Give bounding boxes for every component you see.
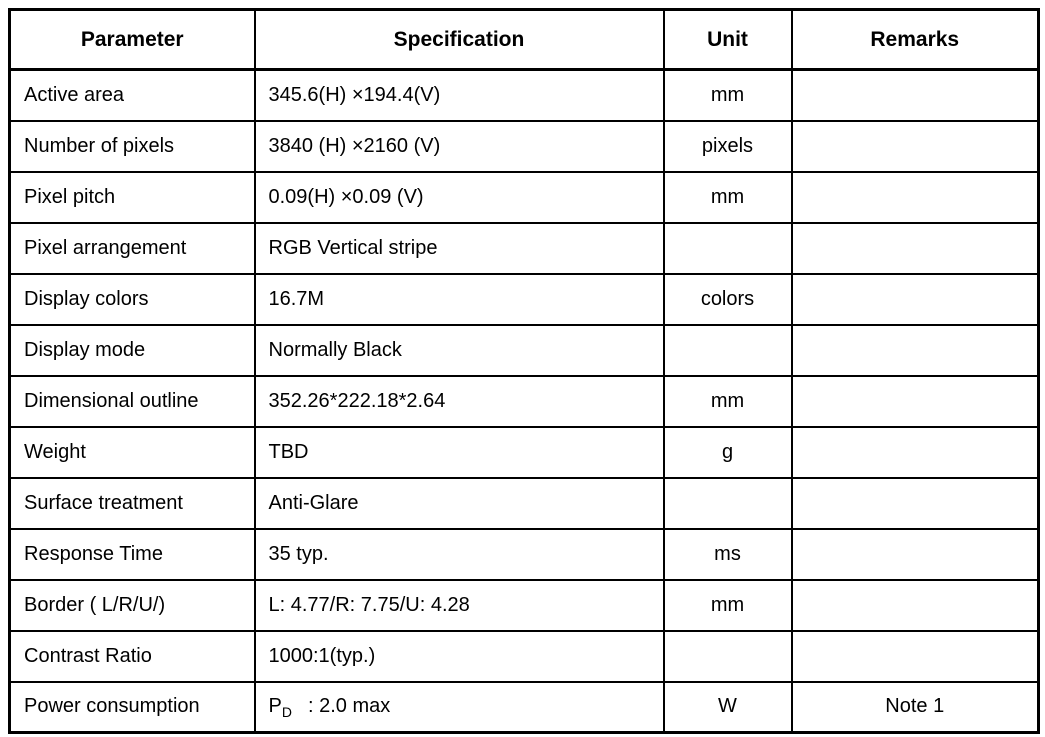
unit-cell: colors xyxy=(664,274,792,325)
specification-cell: 0.09(H) ×0.09 (V) xyxy=(255,172,664,223)
unit-cell: mm xyxy=(664,376,792,427)
parameter-cell: Number of pixels xyxy=(10,121,255,172)
specification-cell: 16.7M xyxy=(255,274,664,325)
table-row xyxy=(10,121,1039,172)
unit-cell xyxy=(664,223,792,274)
unit-cell: W xyxy=(664,682,792,733)
table-row xyxy=(10,325,1039,376)
remarks-cell xyxy=(792,529,1039,580)
table-header xyxy=(10,10,1039,70)
remarks-cell xyxy=(792,580,1039,631)
specification-cell: Anti-Glare xyxy=(255,478,664,529)
table-row xyxy=(10,70,1039,121)
specification-cell: 345.6(H) ×194.4(V) xyxy=(255,70,664,121)
table-row xyxy=(10,376,1039,427)
parameter-cell: Dimensional outline xyxy=(10,376,255,427)
specification-table-container xyxy=(8,8,1040,734)
parameter-cell: Response Time xyxy=(10,529,255,580)
unit-cell: mm xyxy=(664,172,792,223)
specification-cell: Normally Black xyxy=(255,325,664,376)
specification-cell: 352.26*222.18*2.64 xyxy=(255,376,664,427)
unit-cell xyxy=(664,631,792,682)
remarks-cell xyxy=(792,223,1039,274)
unit-cell: g xyxy=(664,427,792,478)
parameter-cell: Contrast Ratio xyxy=(10,631,255,682)
unit-cell: pixels xyxy=(664,121,792,172)
remarks-cell xyxy=(792,478,1039,529)
table-row xyxy=(10,274,1039,325)
remarks-cell xyxy=(792,427,1039,478)
specification-cell: 35 typ. xyxy=(255,529,664,580)
parameter-cell: Pixel pitch xyxy=(10,172,255,223)
symbol-rest: : 2.0 max xyxy=(307,695,391,718)
spec-table-body xyxy=(10,70,1039,733)
table-row xyxy=(10,172,1039,223)
parameter-cell: Pixel arrangement xyxy=(10,223,255,274)
column-header-parameter: Parameter xyxy=(10,10,255,70)
remarks-cell xyxy=(792,121,1039,172)
remarks-cell xyxy=(792,172,1039,223)
parameter-cell: Display mode xyxy=(10,325,255,376)
table-row xyxy=(10,682,1039,733)
remarks-cell xyxy=(792,325,1039,376)
header-row xyxy=(10,10,1039,70)
symbol-subscript: D xyxy=(281,704,292,721)
specification-cell: 3840 (H) ×2160 (V) xyxy=(255,121,664,172)
column-header-unit: Unit xyxy=(664,10,792,70)
table-row xyxy=(10,478,1039,529)
parameter-cell: Border ( L/R/U/) xyxy=(10,580,255,631)
symbol-base: P xyxy=(268,695,282,718)
parameter-cell: Power consumption xyxy=(10,682,255,733)
column-header-specification: Specification xyxy=(255,10,664,70)
parameter-cell: Weight xyxy=(10,427,255,478)
remarks-cell: Note 1 xyxy=(792,682,1039,733)
specification-cell: 1000:1(typ.) xyxy=(255,631,664,682)
unit-cell: ms xyxy=(664,529,792,580)
specification-cell: TBD xyxy=(255,427,664,478)
table-row xyxy=(10,580,1039,631)
unit-cell xyxy=(664,325,792,376)
table-row xyxy=(10,427,1039,478)
remarks-cell xyxy=(792,274,1039,325)
specification-cell: L: 4.77/R: 7.75/U: 4.28 xyxy=(255,580,664,631)
remarks-cell xyxy=(792,70,1039,121)
remarks-cell xyxy=(792,631,1039,682)
parameter-cell: Surface treatment xyxy=(10,478,255,529)
unit-cell: mm xyxy=(664,580,792,631)
unit-cell xyxy=(664,478,792,529)
specification-cell xyxy=(255,682,664,733)
unit-cell: mm xyxy=(664,70,792,121)
parameter-cell: Active area xyxy=(10,70,255,121)
table-row xyxy=(10,223,1039,274)
table-row xyxy=(10,631,1039,682)
table-row xyxy=(10,529,1039,580)
remarks-cell xyxy=(792,376,1039,427)
parameter-cell: Display colors xyxy=(10,274,255,325)
specification-cell: RGB Vertical stripe xyxy=(255,223,664,274)
specification-table xyxy=(8,8,1040,734)
column-header-remarks: Remarks xyxy=(792,10,1039,70)
